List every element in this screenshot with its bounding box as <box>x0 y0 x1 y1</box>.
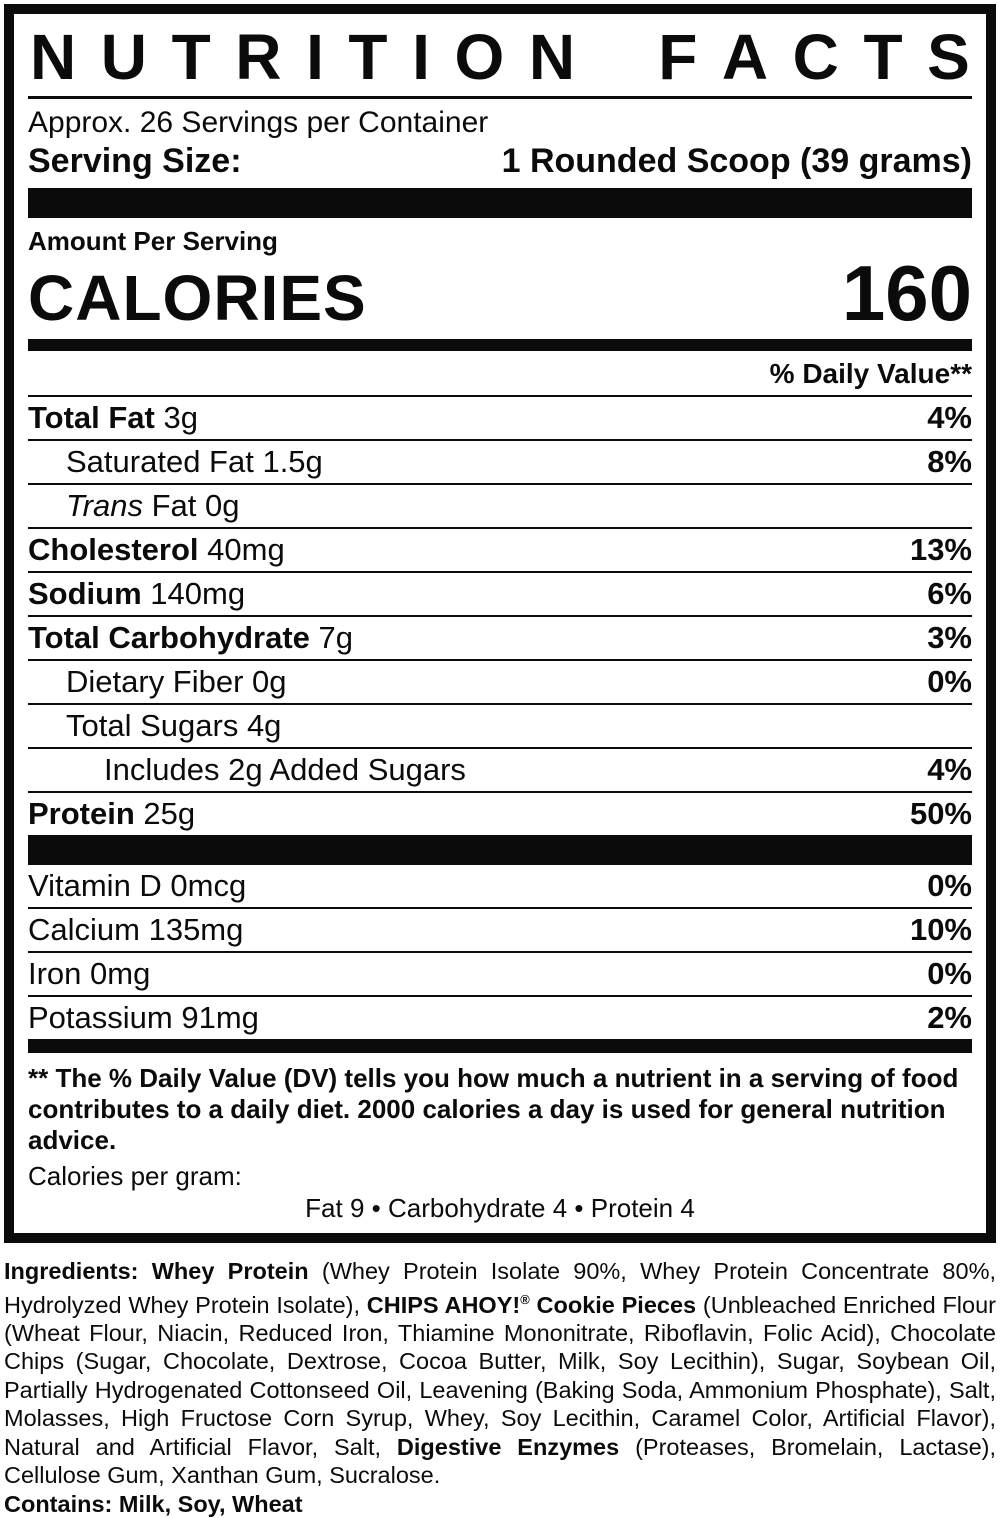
nutrient-row <box>28 865 972 909</box>
thin-divider-bar <box>28 339 972 351</box>
nutrient-row <box>28 617 972 661</box>
micronutrient-rows <box>28 865 972 1039</box>
nutrient-label: Sodium <box>28 576 142 611</box>
title-letter: S <box>927 21 970 93</box>
nutrient-row <box>28 793 972 835</box>
title-letter <box>600 26 634 88</box>
nutrient-row <box>28 705 972 749</box>
title-letter: A <box>721 21 769 93</box>
amount-per-serving-label: Amount Per Serving <box>28 226 278 256</box>
nutrient-daily-value: 50% <box>909 796 972 831</box>
nutrient-rows <box>28 397 972 835</box>
ingredient-text: (Unbleached Enriched Flour (Wheat Flour, Niacin, Reduced Iron, Thiamine Mononitrate, Riboflavin, Folic Acid), Chocolate Chips (Sugar, Chocolate, Dextrose, Cocoa Butter, Milk, Soy Lecithin), Sugar, Soybean Oil, Partially Hydrogenated Cottonseed Oil, Leavening (Baking Soda, Ammonium Phosphate), Salt, Molasses, High Fructose Corn Syrup, Whey, Soy Lecithin, Caramel Color, Artificial Flavor), Natural and Artificial Flavor, Salt, <box>4 1291 996 1460</box>
nutrient-daily-value: 4% <box>927 752 972 787</box>
nutrient-amount: 140mg <box>141 576 246 611</box>
nutrient-name <box>28 444 323 479</box>
nutrient-label: Cholesterol <box>28 532 199 567</box>
nutrient-daily-value: 0% <box>927 956 972 991</box>
title-letter: C <box>792 21 839 93</box>
title-letter: T <box>171 21 211 93</box>
title-letter: T <box>348 21 388 93</box>
nutrient-amount: 25g <box>134 796 196 831</box>
nutrient-label: Potassium <box>28 1000 173 1035</box>
nutrient-name <box>28 752 466 787</box>
thick-divider-bar <box>28 188 972 218</box>
nutrient-name <box>28 620 353 655</box>
nutrient-amount: 135mg <box>139 912 244 947</box>
nutrient-amount: 3g <box>154 400 198 435</box>
nutrient-label: Total Sugars <box>66 708 239 743</box>
thin-divider-bar <box>28 1039 972 1053</box>
nutrient-amount: 91mg <box>172 1000 259 1035</box>
nutrient-name <box>28 488 239 523</box>
nutrient-row <box>28 529 972 573</box>
title-letter: I <box>412 21 430 93</box>
nutrient-label: Dietary Fiber <box>66 664 244 699</box>
nutrient-amount: 1.5g <box>253 444 323 479</box>
ingredients-paragraph <box>4 1257 996 1490</box>
nutrient-daily-value: 8% <box>927 444 972 479</box>
nutrient-amount: Fat 0g <box>142 488 240 523</box>
nutrient-name <box>28 796 195 831</box>
nutrient-row <box>28 485 972 529</box>
title-letter: R <box>235 21 282 93</box>
nutrient-row <box>28 953 972 997</box>
title-letter: T <box>863 21 903 93</box>
servings-per-container: Approx. 26 Servings per Container <box>28 106 489 139</box>
ingredient-text: (Whey Protein Isolate 90%, Whey Protein Concentrate 80%, Hydrolyzed Whey Protein Isolate), <box>4 1258 996 1318</box>
nutrient-label: Protein <box>28 796 135 831</box>
nutrient-row <box>28 441 972 485</box>
nutrient-name <box>28 1000 259 1035</box>
nutrient-row <box>28 749 972 793</box>
ingredient-bold-text: Cookie Pieces <box>529 1291 697 1318</box>
title-letter: U <box>100 21 148 93</box>
ingredient-bold-text: CHIPS AHOY! <box>366 1291 521 1318</box>
ingredient-text: (Proteases, Bromelain, Lactase), Cellulose Gum, Xanthan Gum, Sucralose. <box>4 1433 996 1489</box>
nutrition-facts-panel <box>4 4 996 1243</box>
nutrient-name <box>28 868 246 903</box>
nutrient-daily-value: 4% <box>927 400 972 435</box>
nutrient-daily-value: 3% <box>927 620 972 655</box>
contains-statement: Contains: Milk, Soy, Wheat <box>4 1490 303 1517</box>
nutrient-daily-value: 6% <box>927 576 972 611</box>
nutrient-label: Iron <box>28 956 82 991</box>
calories-row <box>28 249 972 339</box>
nutrient-daily-value: 10% <box>909 912 972 947</box>
title-letter: I <box>306 21 324 93</box>
title-letter: N <box>30 21 77 93</box>
ingredient-bold-text: Ingredients: Whey Protein <box>4 1258 309 1284</box>
nutrient-amount: 40mg <box>198 532 285 567</box>
nutrient-row <box>28 661 972 705</box>
nutrient-amount: 0mg <box>81 956 151 991</box>
nutrient-row <box>28 573 972 617</box>
daily-value-footnote: ** The % Daily Value (DV) tells you how much a nutrient in a serving of food contributes to a daily diet. 2000 calories a day is used for general nutrition advice. <box>28 1063 959 1155</box>
nutrient-amount: 0mcg <box>161 868 247 903</box>
nutrient-name <box>28 576 245 611</box>
calories-value: 160 <box>841 249 972 337</box>
nutrient-name <box>28 708 281 743</box>
nutrient-daily-value: 13% <box>909 532 972 567</box>
ingredient-bold-text: ® <box>520 1291 530 1307</box>
nutrient-name <box>28 664 287 699</box>
title-letter: N <box>528 21 576 93</box>
serving-size-row <box>28 140 972 188</box>
calories-label: CALORIES <box>28 262 367 334</box>
ingredient-bold-text: Digestive Enzymes <box>396 1433 620 1460</box>
serving-size-label: Serving Size: <box>28 142 242 180</box>
nutrient-name <box>28 956 150 991</box>
calories-per-gram-label: Calories per gram: <box>28 1161 242 1191</box>
nutrient-name <box>28 912 243 947</box>
nutrient-row <box>28 909 972 953</box>
nutrient-daily-value: 0% <box>927 664 972 699</box>
nutrient-row <box>28 397 972 441</box>
nutrient-daily-value: 2% <box>927 1000 972 1035</box>
nutrient-daily-value: 0% <box>927 868 972 903</box>
nutrient-amount: 7g <box>309 620 354 655</box>
nutrient-label: Total Fat <box>28 400 155 435</box>
nutrient-amount: 0g <box>243 664 287 699</box>
nutrient-label: Saturated Fat <box>66 444 254 479</box>
title-letter: F <box>658 21 698 93</box>
serving-size-value: 1 Rounded Scoop (39 grams) <box>501 142 972 180</box>
calories-per-gram-values: Fat 9 • Carbohydrate 4 • Protein 4 <box>305 1193 695 1223</box>
nutrient-name <box>28 400 198 435</box>
nutrient-label: Calcium <box>28 912 140 947</box>
nutrient-row <box>28 997 972 1039</box>
nutrient-amount: 4g <box>238 708 282 743</box>
nutrient-label: Trans <box>66 488 143 523</box>
nutrient-label: Includes 2g Added Sugars <box>104 752 466 787</box>
nutrient-label: Vitamin D <box>28 868 162 903</box>
title-letter: O <box>454 21 505 93</box>
daily-value-header: % Daily Value** <box>28 351 972 397</box>
panel-title <box>28 14 972 99</box>
nutrient-name <box>28 532 285 567</box>
thick-divider-bar <box>28 835 972 865</box>
nutrient-label: Total Carbohydrate <box>28 620 310 655</box>
